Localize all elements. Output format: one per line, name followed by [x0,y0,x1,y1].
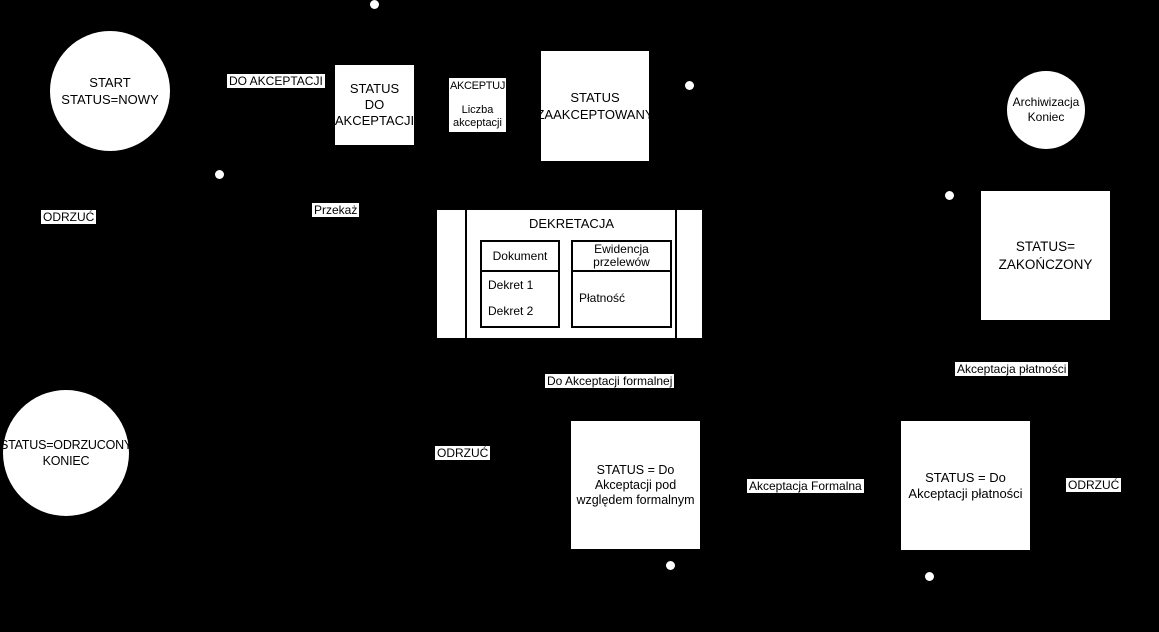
status-zaakceptowany-line-2: ZAAKCEPTOWANY [536,107,654,122]
akceptuj-line-2: akceptacji [453,117,502,129]
status-platnosci-text [908,470,1022,502]
status-odrzucony-line-2: KONIEC [42,454,90,468]
dokument-header-label: Dokument [492,248,548,263]
ewidencja-header-line-1: Ewidencja [594,242,649,256]
waypoint-dot-6[interactable] [925,572,934,581]
akceptuj-node-text [453,104,502,130]
status-zaakceptowany-node[interactable] [536,51,654,161]
start-node[interactable] [50,31,170,151]
status-akceptacja-formalna-node[interactable] [571,421,700,549]
status-akceptacja-platnosci-node[interactable] [901,421,1030,550]
waypoint-dot-3[interactable] [685,81,694,90]
status-zakonczony-node[interactable] [981,191,1110,320]
edge-label-odrzuc-left[interactable]: ODRZUĆ [43,210,95,224]
dekretacja-title: DEKRETACJA [529,216,614,231]
status-platnosci-line-1: STATUS = Do [925,469,1006,485]
status-do-akceptacji-node[interactable] [335,65,414,145]
status-zakonczony-line-2: ZAKOŃCZONY [998,256,1093,272]
edge-label-przekaz[interactable]: Przekaż [314,203,358,217]
archiwizacja-koniec-node[interactable] [1007,71,1085,149]
waypoint-dot-4[interactable] [945,191,954,200]
status-zakonczony-line-1: STATUS= [1015,238,1076,254]
status-do-akceptacji-line-2: DO [364,97,385,112]
waypoint-dot-5[interactable] [666,561,675,570]
status-formalna-line-1: STATUS = Do [596,462,675,477]
status-odrzucony-koniec-node[interactable] [0,390,133,516]
dokument-table-header [482,242,558,272]
edge-label-do-akceptacji-formalnej[interactable]: Do Akceptacji formalnej [547,374,673,388]
archiwizacja-koniec-text [1013,95,1080,125]
edge-label-do-akceptacji[interactable]: DO AKCEPTACJI [229,74,323,88]
edge-label-akceptacja-platnosci[interactable]: Akceptacja płatności [957,362,1067,376]
status-do-akceptacji-text [335,81,414,129]
dokument-table[interactable] [480,240,560,328]
ewidencja-table-rows [573,272,670,324]
waypoint-dot-2[interactable] [215,170,224,179]
status-formalna-line-2: Akceptacji pod [594,477,677,492]
status-zaakceptowany-text [536,89,653,123]
dekretacja-pool[interactable] [437,210,702,338]
dokument-table-rows [482,272,558,324]
status-do-akceptacji-line-1: STATUS [349,81,400,96]
edge-label-odrzuc-right[interactable]: ODRZUĆ [1068,478,1120,492]
waypoint-dot-1[interactable] [370,0,379,9]
dokument-row-dekret-1: Dekret 1 [488,278,534,292]
akceptuj-node[interactable] [449,78,506,132]
clipped-label-fragment: ć [974,237,980,251]
status-zakonczony-text [999,238,1093,274]
status-akceptacja-formalna-text [576,463,694,508]
archiwizacja-line-2: Koniec [1027,110,1065,124]
status-zaakceptowany-line-1: STATUS [570,90,620,105]
status-formalna-line-3: względem formalnym [576,492,695,507]
ewidencja-row-platnosc: Płatność [579,291,626,305]
status-platnosci-line-2: Akceptacji płatności [908,485,1023,501]
status-do-akceptacji-line-3: AKCEPTACJI [334,113,415,128]
ewidencja-header-line-2: przelewów [593,255,650,269]
start-node-text [61,74,158,108]
start-line-2: STATUS=NOWY [61,92,159,107]
ewidencja-przelewow-table[interactable] [571,240,672,328]
akceptuj-edge-label: AKCEPTUJ [449,80,506,92]
dokument-row-dekret-2: Dekret 2 [488,304,534,318]
akceptuj-line-1: Liczba [461,104,494,116]
ewidencja-table-header [573,242,670,272]
archiwizacja-line-1: Archiwizacja [1012,95,1080,109]
edge-label-akceptacja-formalna[interactable]: Akceptacja Formalna [749,479,862,493]
status-odrzucony-line-1: STATUS=ODRZUCONY [0,438,133,452]
start-line-1: START [89,75,131,90]
edge-label-odrzuc-middle[interactable]: ODRZUĆ [437,446,489,460]
status-odrzucony-text [0,437,132,469]
